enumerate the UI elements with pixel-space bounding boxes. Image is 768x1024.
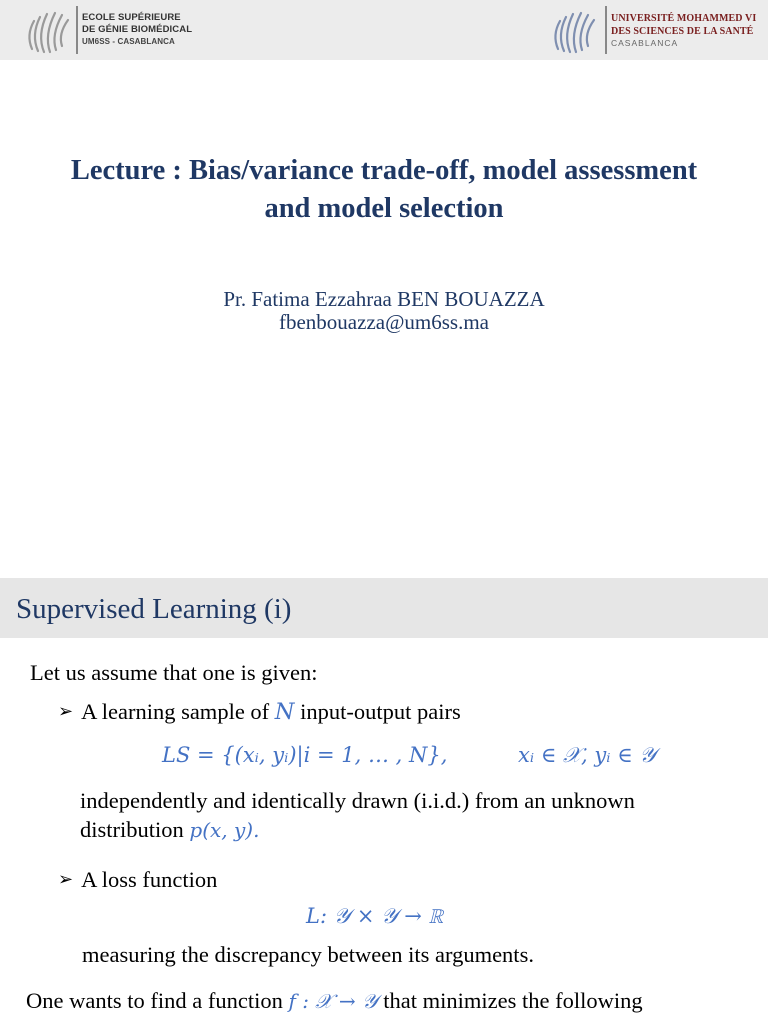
bullet2-text: A loss function <box>81 867 218 892</box>
school-name-line3: UM6SS - CASABLANCA <box>82 37 175 46</box>
arrow-bullet-icon: ➢ <box>58 869 74 889</box>
school-name-line1: ECOLE SUPÉRIEURE <box>82 12 181 23</box>
loss-formula: L: 𝒴 × 𝒴 → ℝ <box>306 904 444 928</box>
n-variable: N <box>274 699 295 725</box>
arrow-bullet-icon: ➢ <box>58 701 74 721</box>
discrepancy-text: measuring the discrepancy between its arguments. <box>82 942 534 967</box>
slide-title-bar <box>0 578 768 638</box>
domain-formula: xᵢ ∈ 𝒳, yᵢ ∈ 𝒴 <box>518 743 656 767</box>
header-bar <box>0 0 768 60</box>
lecture-title-line2: and model selection <box>264 193 504 224</box>
intro-text: Let us assume that one is given: <box>30 660 318 685</box>
author-email: fbenbouazza@um6ss.ma <box>278 310 490 334</box>
content-slide <box>0 578 768 1024</box>
university-name-line2: DES SCIENCES DE LA SANTÉ <box>611 26 754 37</box>
iid-line2-text: distribution <box>80 817 184 842</box>
lecture-title <box>20 152 748 228</box>
author-name: Pr. Fatima Ezzahraa BEN BOUAZZA <box>223 287 545 311</box>
bullet1-text: A learning sample of <box>81 699 270 724</box>
university-logo-icon <box>548 5 602 57</box>
logo-divider <box>605 6 607 54</box>
final-text-post: that minimizes the following <box>383 988 643 1013</box>
school-name-line2: DE GÉNIE BIOMÉDICAL <box>82 24 193 35</box>
university-name-line1: UNIVERSITÉ MOHAMMED VI <box>611 13 757 24</box>
logo-divider <box>76 6 78 54</box>
function-formula: f : 𝒳 → 𝒴 <box>288 989 378 1013</box>
bullet-learning-sample <box>58 699 461 726</box>
iid-text-line2 <box>80 817 259 843</box>
final-text-pre: One wants to find a function <box>26 988 283 1013</box>
bullet1-post-text: input-output pairs <box>300 699 461 724</box>
school-logo-icon <box>22 5 76 57</box>
learning-sample-formula: LS = {(xᵢ, yᵢ)|i = 1, … , N}, <box>162 743 448 767</box>
distribution-formula: p(x, y). <box>189 818 260 842</box>
university-name <box>611 12 756 48</box>
author-block <box>0 288 768 334</box>
slide-title: Supervised Learning (i) <box>16 593 292 625</box>
university-name-line3: CASABLANCA <box>611 38 679 48</box>
final-sentence <box>26 988 643 1014</box>
school-name <box>82 12 192 48</box>
lecture-title-line1: Lecture : Bias/variance trade-off, model assessment <box>70 155 698 186</box>
bullet-loss-function <box>58 867 217 894</box>
iid-text-line1: independently and identically drawn (i.i.d.) from an unknown <box>80 788 635 813</box>
